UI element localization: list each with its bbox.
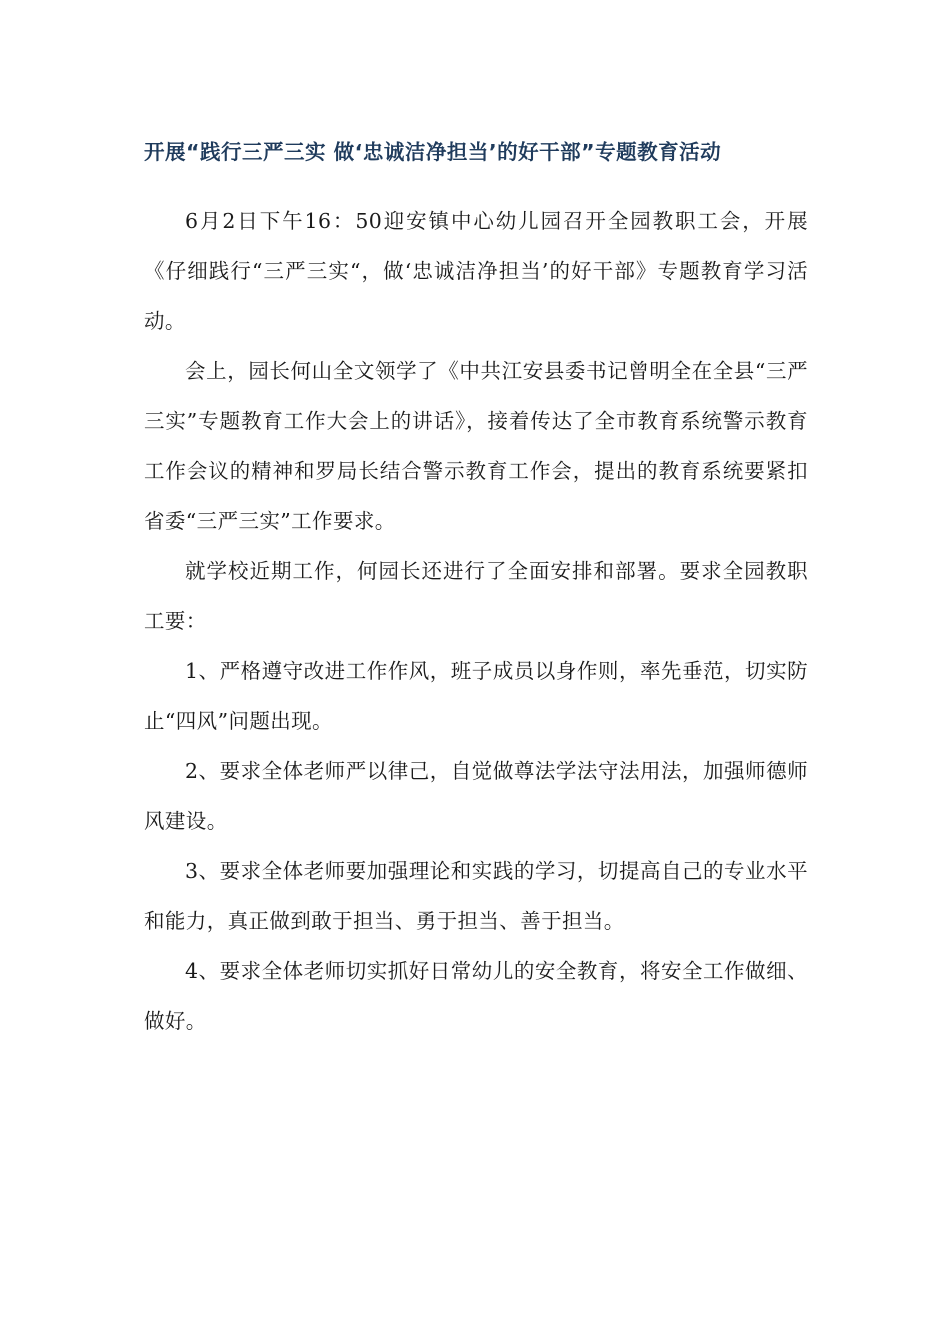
paragraph-meeting-intro: 6月2日下午16：50迎安镇中心幼儿园召开全园教职工会，开展《仔细践行“三严三实“，做‘忠诚洁净担当’的好干部》专题教育学习活动。 [144, 209, 808, 333]
paragraph-work-arrangement: 就学校近期工作，何园长还进行了全面安排和部署。要求全园教职工要： [144, 559, 808, 633]
list-item-requirement-3: 3、要求全体老师要加强理论和实践的学习，切提高自己的专业水平和能力，真正做到敢于担当、勇于担当、善于担当。 [144, 859, 808, 933]
document-body [144, 196, 808, 1046]
list-item-requirement-1: 1、严格遵守改进工作作风，班子成员以身作则，率先垂范，切实防止“四风”问题出现。 [144, 659, 808, 733]
list-item-requirement-2: 2、要求全体老师严以律己，自觉做尊法学法守法用法，加强师德师风建设。 [144, 759, 808, 833]
list-item-requirement-4: 4、要求全体老师切实抓好日常幼儿的安全教育，将安全工作做细、做好。 [144, 959, 808, 1033]
document-title: 开展“践行三严三实 做‘忠诚洁净担当’的好干部”专题教育活动 [144, 140, 722, 164]
paragraph-meeting-content: 会上，园长何山全文领学了《中共江安县委书记曾明全在全县“三严三实”专题教育工作大会上的讲话》，接着传达了全市教育系统警示教育工作会议的精神和罗局长结合警示教育工作会，提出的教育系统要紧扣省委“三严三实”工作要求。 [144, 359, 808, 533]
